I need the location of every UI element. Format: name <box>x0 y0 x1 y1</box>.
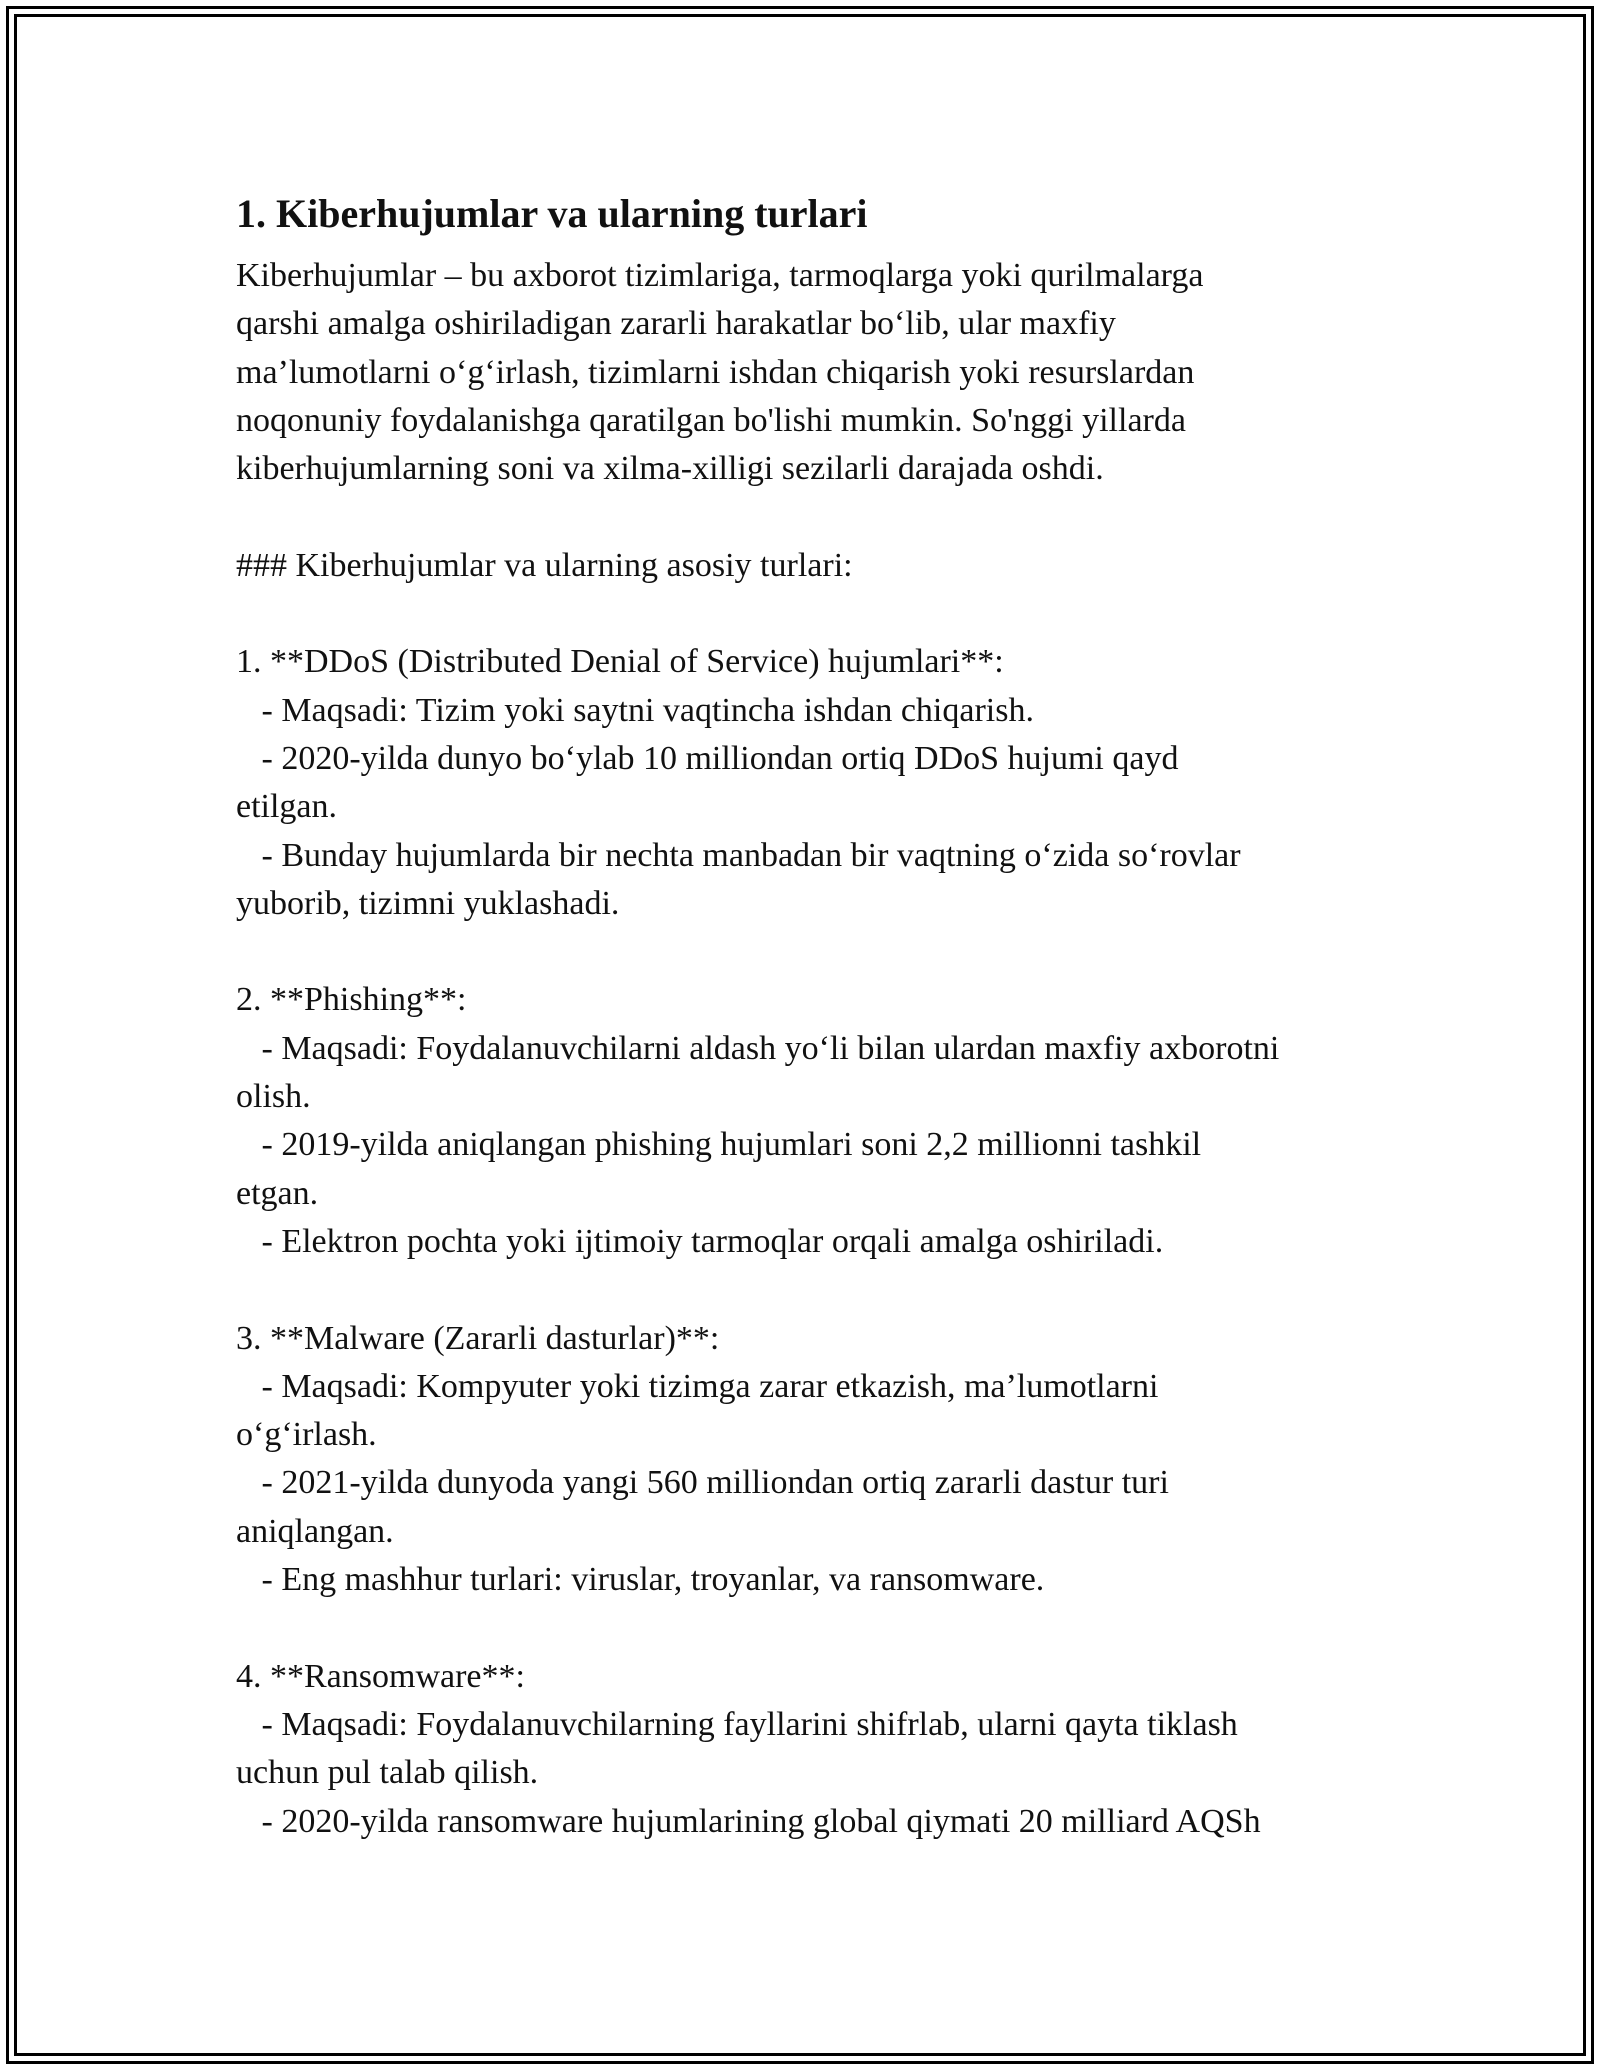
list-item-malware <box>236 1315 1376 1605</box>
subheading: ### Kiberhujumlar va ularning asosiy turlari: <box>236 546 853 584</box>
spacer <box>236 1604 1376 1652</box>
list-item-ransomware <box>236 1653 1376 1846</box>
list-item-line: - Bunday hujumlarda bir nechta manbadan bir vaqtning o‘zida so‘rovlar <box>236 836 1241 874</box>
list-item-line: - Eng mashhur turlari: viruslar, troyanlar, va ransomware. <box>236 1561 1045 1599</box>
list-item-line: - Maqsadi: Foydalanuvchilarning fayllarini shifrlab, ularni qayta tiklash <box>236 1705 1238 1743</box>
list-item-line: - Elektron pochta yoki ijtimoiy tarmoqlar orqali amalga oshiriladi. <box>236 1222 1164 1260</box>
list-item-title: 2. **Phishing**: <box>236 981 467 1019</box>
list-item-line: - 2020-yilda dunyo bo‘ylab 10 milliondan ortiq DDoS hujumi qayd <box>236 739 1179 777</box>
list-item-line: - Maqsadi: Foydalanuvchilarni aldash yo‘li bilan ulardan maxfiy axborotni <box>236 1029 1280 1067</box>
intro-line: kiberhujumlarning soni va xilma-xilligi sezilarli darajada oshdi. <box>236 450 1104 488</box>
list-item-title: 4. **Ransomware**: <box>236 1657 525 1695</box>
intro-line: qarshi amalga oshiriladigan zararli harakatlar bo‘lib, ular maxfiy <box>236 305 1116 343</box>
intro-line: noqonuniy foydalanishga qaratilgan bo'lishi mumkin. So'nggi yillarda <box>236 401 1186 439</box>
intro-line: ma’lumotlarni o‘g‘irlash, tizimlarni ishdan chiqarish yoki resurslardan <box>236 353 1195 391</box>
list-item-line: olish. <box>236 1078 311 1116</box>
section-heading: 1. Kiberhujumlar va ularning turlari <box>236 191 868 236</box>
spacer <box>236 493 1376 541</box>
list-item-line: yuborib, tizimni yuklashadi. <box>236 884 620 922</box>
list-item-line: etgan. <box>236 1174 319 1212</box>
list-item-phishing <box>236 976 1376 1266</box>
list-item-line: etilgan. <box>236 788 338 826</box>
list-item-line: uchun pul talab qilish. <box>236 1754 539 1792</box>
spacer <box>236 928 1376 976</box>
spacer <box>236 1266 1376 1314</box>
document-body <box>236 184 1376 1846</box>
intro-paragraph <box>236 252 1376 493</box>
intro-line: Kiberhujumlar – bu axborot tizimlariga, tarmoqlarga yoki qurilmalarga <box>236 257 1204 294</box>
list-item-line: - 2020-yilda ransomware hujumlarining global qiymati 20 milliard AQSh <box>236 1802 1261 1840</box>
list-item-line: - Maqsadi: Kompyuter yoki tizimga zarar etkazish, ma’lumotlarni <box>236 1367 1159 1405</box>
list-item-line: - Maqsadi: Tizim yoki saytni vaqtincha ishdan chiqarish. <box>236 691 1034 729</box>
list-item-line: aniqlangan. <box>236 1512 394 1550</box>
list-item-line: - 2021-yilda dunyoda yangi 560 milliondan ortiq zararli dastur turi <box>236 1464 1169 1502</box>
list-item-title: 1. **DDoS (Distributed Denial of Service) hujumlari**: <box>236 643 1004 681</box>
spacer <box>236 590 1376 638</box>
list-item-ddos <box>236 638 1376 928</box>
list-item-line: o‘g‘irlash. <box>236 1416 377 1454</box>
list-item-line: - 2019-yilda aniqlangan phishing hujumlari soni 2,2 millionni tashkil <box>236 1126 1202 1164</box>
list-item-title: 3. **Malware (Zararli dasturlar)**: <box>236 1319 720 1357</box>
